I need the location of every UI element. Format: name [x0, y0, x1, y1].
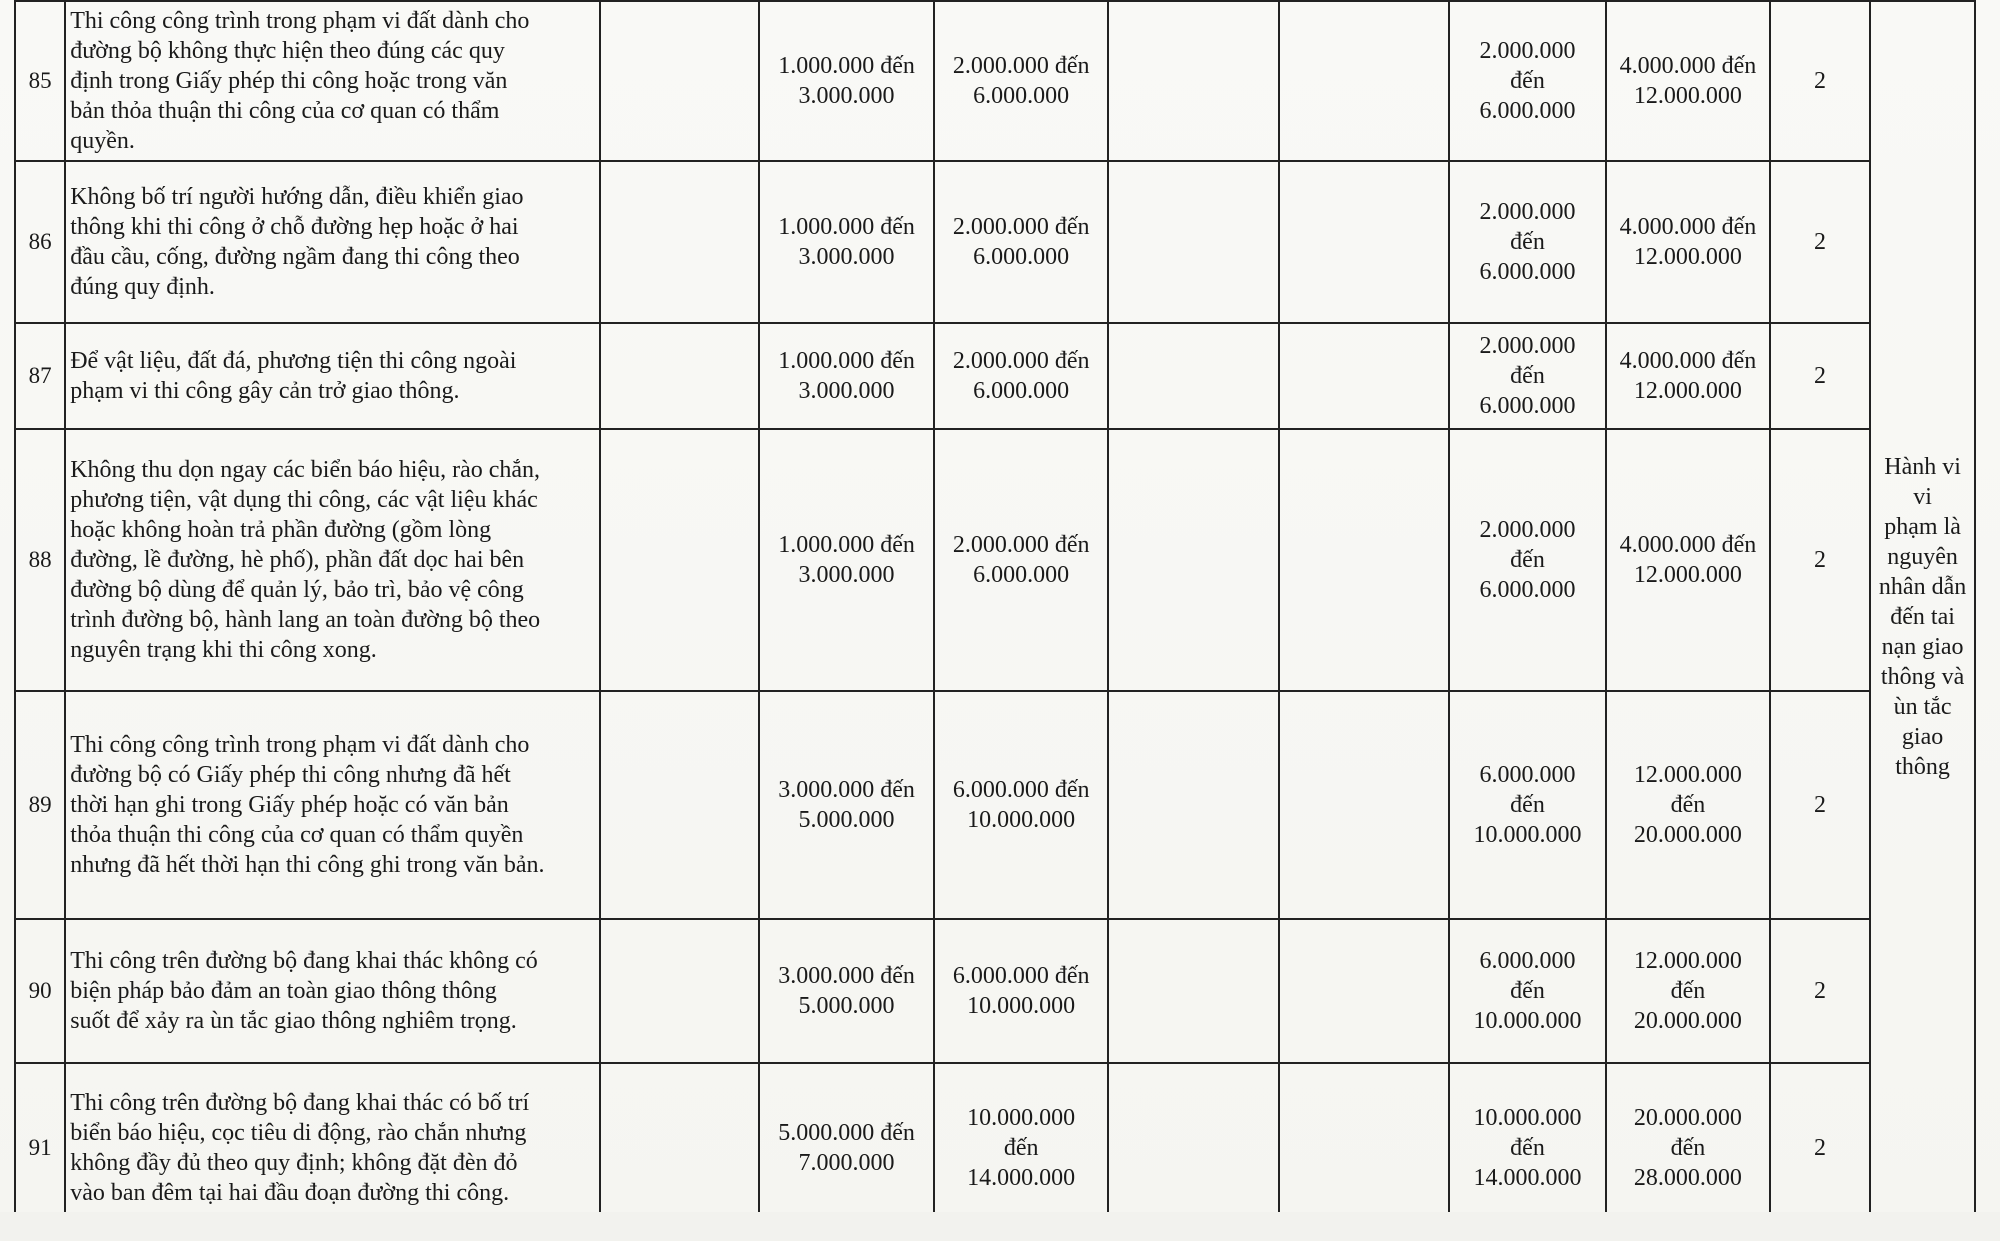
empty-cell — [1279, 161, 1449, 323]
fine-individual-new-line: 2.000.000 — [1479, 333, 1576, 359]
violation-description-line: đường bộ có Giấy phép thi công nhưng đã hết — [70, 762, 511, 788]
fine-individual — [759, 429, 934, 691]
fine-organization-new — [1606, 323, 1770, 429]
violation-description-line: đúng quy định. — [70, 274, 215, 300]
fine-organization-new-line: 20.000.000 — [1633, 822, 1742, 848]
fine-individual-line: 5.000.000 đến — [778, 1120, 915, 1146]
fine-organization-new-line: 12.000.000 — [1633, 378, 1742, 404]
fine-individual-new-line: 10.000.000 — [1473, 822, 1582, 848]
fine-organization-line: 6.000.000 — [973, 83, 1070, 109]
fine-organization-new — [1606, 161, 1770, 323]
license-points: 2 — [1770, 1063, 1870, 1233]
fine-individual-line: 3.000.000 — [798, 378, 895, 404]
fine-individual-new-line: 6.000.000 — [1479, 259, 1576, 285]
violation-description-line: suốt để xảy ra ùn tắc giao thông nghiêm trọng. — [70, 1008, 517, 1034]
row-number: 90 — [15, 919, 65, 1063]
fine-individual-line: 3.000.000 đến — [778, 777, 915, 803]
table-row — [15, 919, 1975, 1063]
fine-individual-new-line: 2.000.000 — [1479, 517, 1576, 543]
note-cell-line: thông và — [1880, 664, 1965, 690]
fine-individual — [759, 1063, 934, 1233]
note-cell — [1870, 1, 1975, 1233]
fine-organization — [934, 919, 1109, 1063]
fine-individual-new-line: 6.000.000 — [1479, 98, 1576, 124]
violation-description-line: đường, lề đường, hè phố), phần đất dọc hai bên — [70, 547, 525, 573]
fine-individual-new-line: 6.000.000 — [1479, 762, 1576, 788]
violation-description — [65, 429, 600, 691]
fine-individual-line: 1.000.000 đến — [778, 348, 915, 374]
violation-description-line: thông khi thi công ở chỗ đường hẹp hoặc ở hai — [70, 214, 519, 240]
violation-description-line: nguyên trạng khi thi công xong. — [70, 637, 377, 663]
fine-individual-new-line: đến — [1510, 978, 1545, 1004]
fine-individual — [759, 323, 934, 429]
violation-description-line: hoặc không hoàn trả phần đường (gồm lòng — [70, 517, 492, 543]
violation-description — [65, 691, 600, 919]
empty-cell — [1279, 1063, 1449, 1233]
empty-cell — [1108, 323, 1278, 429]
fine-individual-new — [1449, 1063, 1606, 1233]
violation-description — [65, 161, 600, 323]
empty-cell — [1108, 161, 1278, 323]
table-row — [15, 1063, 1975, 1233]
violation-description-line: trình đường bộ, hành lang an toàn đường bộ theo — [70, 607, 541, 633]
fine-organization-line: 6.000.000 đến — [952, 777, 1090, 803]
fine-organization-line: 6.000.000 — [973, 562, 1070, 588]
fine-organization-new-line: 28.000.000 — [1633, 1165, 1742, 1191]
fine-individual-new — [1449, 691, 1606, 919]
fine-organization-new-line: 12.000.000 — [1633, 762, 1742, 788]
fine-individual — [759, 691, 934, 919]
violation-description-line: Không bố trí người hướng dẫn, điều khiển giao — [70, 184, 524, 210]
fine-organization-new-line: 12.000.000 — [1633, 244, 1742, 270]
fine-organization-new-line: 12.000.000 — [1633, 562, 1742, 588]
note-cell-line: nhân dẫn — [1878, 574, 1967, 600]
page-bottom-margin — [0, 1212, 2000, 1241]
row-number: 89 — [15, 691, 65, 919]
fine-organization — [934, 1063, 1109, 1233]
table-row — [15, 429, 1975, 691]
violation-description-line: biện pháp bảo đảm an toàn giao thông thông — [70, 978, 497, 1004]
license-points: 2 — [1770, 161, 1870, 323]
fine-individual-new-line: đến — [1510, 229, 1545, 255]
fine-individual-new-line: đến — [1510, 68, 1545, 94]
empty-cell — [1279, 691, 1449, 919]
fine-organization — [934, 161, 1109, 323]
violation-description-line: đầu cầu, cống, đường ngầm đang thi công theo — [70, 244, 520, 270]
fine-individual-line: 1.000.000 đến — [778, 53, 915, 79]
row-number: 85 — [15, 1, 65, 161]
table-row — [15, 1, 1975, 161]
fine-individual-line: 1.000.000 đến — [778, 532, 915, 558]
fine-organization-line: 6.000.000 — [973, 244, 1070, 270]
fine-organization-new — [1606, 1, 1770, 161]
empty-cell — [1108, 1, 1278, 161]
fine-individual-new — [1449, 161, 1606, 323]
fine-organization-new-line: đến — [1670, 1135, 1706, 1161]
fine-organization-new-line: 20.000.000 — [1633, 1105, 1742, 1131]
fine-organization-new — [1606, 919, 1770, 1063]
violation-description-line: Thi công công trình trong phạm vi đất dành cho — [70, 8, 530, 34]
license-points: 2 — [1770, 691, 1870, 919]
violation-description-line: biển báo hiệu, cọc tiêu di động, rào chắn nhưng — [70, 1120, 527, 1146]
license-points: 2 — [1770, 919, 1870, 1063]
fine-individual-line: 3.000.000 đến — [778, 963, 915, 989]
violation-description — [65, 1, 600, 161]
fine-organization — [934, 429, 1109, 691]
fine-individual-new-line: 10.000.000 — [1473, 1008, 1582, 1034]
fine-organization-new-line: 4.000.000 đến — [1619, 214, 1757, 240]
violation-description-line: thời hạn ghi trong Giấy phép hoặc có văn bản — [70, 792, 509, 818]
fine-individual-new-line: đến — [1510, 363, 1545, 389]
empty-cell — [1279, 323, 1449, 429]
fine-individual-new-line: 6.000.000 — [1479, 393, 1576, 419]
fine-organization — [934, 323, 1109, 429]
fine-organization-new-line: đến — [1670, 978, 1706, 1004]
fine-individual-line: 3.000.000 — [798, 562, 895, 588]
violation-description-line: thỏa thuận thi công của cơ quan có thẩm quyền — [70, 822, 524, 848]
fine-individual-line: 5.000.000 — [798, 807, 895, 833]
empty-cell — [600, 919, 759, 1063]
table-row — [15, 161, 1975, 323]
violation-description — [65, 919, 600, 1063]
fine-individual-new — [1449, 919, 1606, 1063]
fine-organization-line: 14.000.000 — [967, 1165, 1076, 1191]
note-cell-line: phạm là — [1884, 514, 1961, 540]
fine-organization-new-line: 20.000.000 — [1633, 1008, 1742, 1034]
violation-description-line: Thi công trên đường bộ đang khai thác không có — [70, 948, 538, 974]
fine-organization-new-line: 4.000.000 đến — [1619, 532, 1757, 558]
fine-organization-line: 2.000.000 đến — [952, 532, 1090, 558]
empty-cell — [600, 1, 759, 161]
fine-individual-new-line: 6.000.000 — [1479, 948, 1576, 974]
fine-individual — [759, 919, 934, 1063]
fine-individual-new-line: 14.000.000 — [1473, 1165, 1582, 1191]
table-row — [15, 691, 1975, 919]
fine-organization-line: 6.000.000 — [973, 378, 1070, 404]
row-number: 86 — [15, 161, 65, 323]
violation-description-line: Không thu dọn ngay các biển báo hiệu, rào chắn, — [70, 457, 541, 483]
empty-cell — [1279, 919, 1449, 1063]
note-cell-line: đến tai — [1890, 604, 1955, 630]
row-number: 87 — [15, 323, 65, 429]
fine-organization-line: 2.000.000 đến — [952, 348, 1090, 374]
fine-organization-new — [1606, 429, 1770, 691]
empty-cell — [600, 691, 759, 919]
fine-individual-new-line: 10.000.000 — [1473, 1105, 1582, 1131]
license-points: 2 — [1770, 1, 1870, 161]
empty-cell — [600, 323, 759, 429]
fine-individual-new-line: 2.000.000 — [1479, 38, 1576, 64]
penalty-table — [14, 0, 1976, 1234]
fine-organization-new-line: 12.000.000 — [1633, 948, 1742, 974]
violation-description — [65, 323, 600, 429]
fine-individual-line: 3.000.000 — [798, 83, 895, 109]
fine-organization-new-line: đến — [1670, 792, 1706, 818]
violation-description-line: Thi công trên đường bộ đang khai thác có bố trí — [70, 1090, 530, 1116]
fine-individual-new-line: 6.000.000 — [1479, 577, 1576, 603]
violation-description-line: đường bộ dùng để quản lý, bảo trì, bảo vệ công — [70, 577, 524, 603]
fine-organization-new — [1606, 1063, 1770, 1233]
empty-cell — [1108, 1063, 1278, 1233]
license-points: 2 — [1770, 323, 1870, 429]
violation-description-line: phạm vi thi công gây cản trở giao thông. — [70, 378, 460, 404]
violation-description-line: Để vật liệu, đất đá, phương tiện thi công ngoài — [70, 348, 517, 374]
empty-cell — [1108, 429, 1278, 691]
fine-organization — [934, 1, 1109, 161]
fine-organization-new-line: 4.000.000 đến — [1619, 53, 1757, 79]
table-row — [15, 323, 1975, 429]
fine-individual-new-line: đến — [1510, 792, 1545, 818]
note-cell-line: nạn giao — [1881, 634, 1964, 660]
empty-cell — [1279, 1, 1449, 161]
fine-organization-line: đến — [1003, 1135, 1039, 1161]
empty-cell — [1108, 691, 1278, 919]
fine-individual-new-line: đến — [1510, 547, 1545, 573]
fine-individual-line: 7.000.000 — [798, 1150, 895, 1176]
empty-cell — [1108, 919, 1278, 1063]
fine-organization-line: 10.000.000 — [967, 993, 1076, 1019]
note-cell-line: Hành vi vi — [1884, 454, 1961, 510]
violation-description-line: vào ban đêm tại hai đầu đoạn đường thi công. — [70, 1180, 510, 1206]
empty-cell — [600, 1063, 759, 1233]
violation-description-line: phương tiện, vật dụng thi công, các vật liệu khác — [70, 487, 538, 513]
note-cell-line: ùn tắc — [1893, 694, 1952, 720]
fine-individual — [759, 1, 934, 161]
note-cell-line: giao thông — [1895, 724, 1950, 780]
row-number: 88 — [15, 429, 65, 691]
fine-individual-line: 5.000.000 — [798, 993, 895, 1019]
fine-individual-new-line: 2.000.000 — [1479, 199, 1576, 225]
fine-individual-new — [1449, 429, 1606, 691]
fine-individual — [759, 161, 934, 323]
fine-individual-line: 1.000.000 đến — [778, 214, 915, 240]
fine-organization-line: 10.000.000 — [967, 807, 1076, 833]
violation-description-line: không đầy đủ theo quy định; không đặt đèn đỏ — [70, 1150, 518, 1176]
fine-organization-new-line: 12.000.000 — [1633, 83, 1742, 109]
violation-description-line: nhưng đã hết thời hạn thi công ghi trong văn bản. — [70, 852, 545, 878]
empty-cell — [600, 161, 759, 323]
fine-organization-line: 6.000.000 đến — [952, 963, 1090, 989]
empty-cell — [1279, 429, 1449, 691]
row-number: 91 — [15, 1063, 65, 1233]
note-cell-line: nguyên — [1887, 544, 1958, 570]
violation-description-line: quyền. — [70, 128, 135, 154]
fine-organization-line: 2.000.000 đến — [952, 214, 1090, 240]
fine-organization-new-line: 4.000.000 đến — [1619, 348, 1757, 374]
fine-organization-line: 10.000.000 — [967, 1105, 1076, 1131]
violation-description-line: định trong Giấy phép thi công hoặc trong văn — [70, 68, 508, 94]
fine-individual-new — [1449, 1, 1606, 161]
violation-description-line: đường bộ không thực hiện theo đúng các quy — [70, 38, 505, 64]
fine-individual-line: 3.000.000 — [798, 244, 895, 270]
fine-organization-new — [1606, 691, 1770, 919]
fine-individual-new-line: đến — [1510, 1135, 1545, 1161]
violation-description-line: Thi công công trình trong phạm vi đất dành cho — [70, 732, 530, 758]
violation-description-line: bản thỏa thuận thi công của cơ quan có thẩm — [70, 98, 500, 124]
fine-individual-new — [1449, 323, 1606, 429]
violation-description — [65, 1063, 600, 1233]
empty-cell — [600, 429, 759, 691]
fine-organization-line: 2.000.000 đến — [952, 53, 1090, 79]
fine-organization — [934, 691, 1109, 919]
license-points: 2 — [1770, 429, 1870, 691]
